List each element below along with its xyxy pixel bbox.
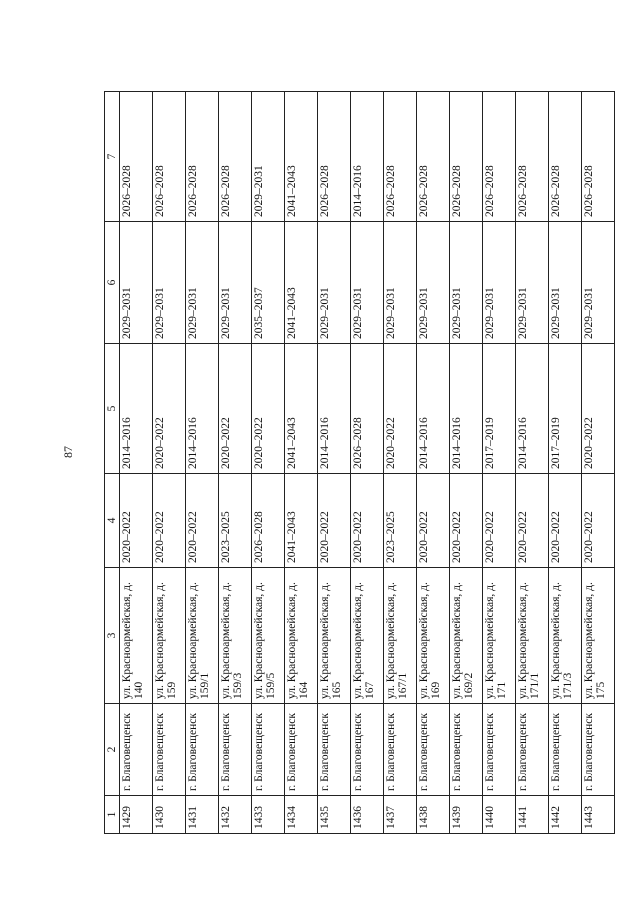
city-cell: г. Благовещенск [549,704,582,796]
address-cell: ул. Красноармейская, д. 171/3 [549,568,582,704]
column-header: 2 [105,704,120,796]
period-cell: 2026–2028 [351,344,384,474]
table-row [582,92,615,834]
period-cell: 2041–2043 [285,92,318,222]
address-cell: ул. Красноармейская, д. 169 [417,568,450,704]
period-cell: 2026–2028 [549,92,582,222]
period-cell: 2029–2031 [582,222,615,344]
period-cell: 2020–2022 [384,344,417,474]
table-row [483,92,516,834]
city-cell: г. Благовещенск [351,704,384,796]
period-cell: 2020–2022 [318,474,351,568]
period-cell: 2017–2019 [483,344,516,474]
address-cell: ул. Красноармейская, д. 164 [285,568,318,704]
period-cell: 2029–2031 [450,222,483,344]
address-cell: ул. Красноармейская, д. 175 [582,568,615,704]
city-cell: г. Благовещенск [252,704,285,796]
period-cell: 2026–2028 [450,92,483,222]
period-cell: 2026–2028 [186,92,219,222]
address-cell: ул. Красноармейская, д. 159/1 [186,568,219,704]
address-cell: ул. Красноармейская, д. 167/1 [384,568,417,704]
period-cell: 2026–2028 [516,92,549,222]
period-cell: 2023–2025 [384,474,417,568]
address-cell: ул. Красноармейская, д. 167 [351,568,384,704]
period-cell: 2041–2043 [285,344,318,474]
period-cell: 2026–2028 [120,92,153,222]
period-cell: 2029–2031 [219,222,252,344]
table-row [285,92,318,834]
period-cell: 2020–2022 [153,474,186,568]
table-row [450,92,483,834]
period-cell: 2035–2037 [252,222,285,344]
period-cell: 2029–2031 [417,222,450,344]
period-cell: 2041–2043 [285,222,318,344]
city-cell: г. Благовещенск [219,704,252,796]
column-header: 7 [105,92,120,222]
city-cell: г. Благовещенск [285,704,318,796]
row-number-cell: 1439 [450,796,483,834]
period-cell: 2029–2031 [483,222,516,344]
period-cell: 2026–2028 [219,92,252,222]
address-cell: ул. Красноармейская, д. 165 [318,568,351,704]
table-row [219,92,252,834]
table-row [186,92,219,834]
address-cell: ул. Красноармейская, д. 159/3 [219,568,252,704]
period-cell: 2029–2031 [549,222,582,344]
city-cell: г. Благовещенск [186,704,219,796]
period-cell: 2014–2016 [516,344,549,474]
period-cell: 2020–2022 [483,474,516,568]
period-cell: 2029–2031 [120,222,153,344]
address-cell: ул. Красноармейская, д. 171/1 [516,568,549,704]
table-row [351,92,384,834]
address-cell: ул. Красноармейская, д. 159/5 [252,568,285,704]
city-cell: г. Благовещенск [417,704,450,796]
period-cell: 2029–2031 [384,222,417,344]
column-header: 4 [105,474,120,568]
city-cell: г. Благовещенск [120,704,153,796]
city-cell: г. Благовещенск [516,704,549,796]
row-number-cell: 1442 [549,796,582,834]
table-row [153,92,186,834]
row-number-cell: 1430 [153,796,186,834]
period-cell: 2026–2028 [483,92,516,222]
row-number-cell: 1429 [120,796,153,834]
address-cell: ул. Красноармейская, д. 169/2 [450,568,483,704]
period-cell: 2026–2028 [582,92,615,222]
city-cell: г. Благовещенск [384,704,417,796]
period-cell: 2029–2031 [351,222,384,344]
row-number-cell: 1431 [186,796,219,834]
table-row [120,92,153,834]
period-cell: 2020–2022 [120,474,153,568]
column-header: 5 [105,344,120,474]
city-cell: г. Благовещенск [483,704,516,796]
header-row [105,92,120,834]
address-cell: ул. Красноармейская, д. 171 [483,568,516,704]
rotated-table-area [104,92,607,834]
period-cell: 2020–2022 [186,474,219,568]
row-number-cell: 1435 [318,796,351,834]
address-cell: ул. Красноармейская, д. 159 [153,568,186,704]
period-cell: 2026–2028 [384,92,417,222]
table-row [252,92,285,834]
period-cell: 2029–2031 [318,222,351,344]
column-header: 6 [105,222,120,344]
period-cell: 2020–2022 [582,474,615,568]
address-cell: ул. Красноармейская, д. 140 [120,568,153,704]
city-cell: г. Благовещенск [318,704,351,796]
row-number-cell: 1440 [483,796,516,834]
period-cell: 2029–2031 [186,222,219,344]
row-number-cell: 1438 [417,796,450,834]
period-cell: 2041–2043 [285,474,318,568]
period-cell: 2023–2025 [219,474,252,568]
row-number-cell: 1443 [582,796,615,834]
row-number-cell: 1436 [351,796,384,834]
column-header: 1 [105,796,120,834]
table-row [417,92,450,834]
period-cell: 2020–2022 [417,474,450,568]
row-number-cell: 1441 [516,796,549,834]
table-row [318,92,351,834]
period-cell: 2020–2022 [153,344,186,474]
period-cell: 2020–2022 [219,344,252,474]
period-cell: 2020–2022 [450,474,483,568]
period-cell: 2029–2031 [252,92,285,222]
period-cell: 2014–2016 [120,344,153,474]
table-body [120,92,615,834]
row-number-cell: 1432 [219,796,252,834]
period-cell: 2014–2016 [186,344,219,474]
period-cell: 2014–2016 [351,92,384,222]
row-number-cell: 1433 [252,796,285,834]
period-cell: 2026–2028 [318,92,351,222]
page-number: 87 [61,446,75,458]
period-cell: 2026–2028 [153,92,186,222]
period-cell: 2029–2031 [516,222,549,344]
period-cell: 2029–2031 [153,222,186,344]
city-cell: г. Благовещенск [153,704,186,796]
city-cell: г. Благовещенск [450,704,483,796]
period-cell: 2026–2028 [417,92,450,222]
table-row [384,92,417,834]
city-cell: г. Благовещенск [582,704,615,796]
period-cell: 2020–2022 [252,344,285,474]
period-cell: 2020–2022 [516,474,549,568]
period-cell: 2020–2022 [582,344,615,474]
table-row [549,92,582,834]
period-cell: 2026–2028 [252,474,285,568]
column-header: 3 [105,568,120,704]
row-number-cell: 1437 [384,796,417,834]
table-row [516,92,549,834]
schedule-table [104,91,615,834]
period-cell: 2014–2016 [450,344,483,474]
row-number-cell: 1434 [285,796,318,834]
period-cell: 2020–2022 [549,474,582,568]
period-cell: 2014–2016 [417,344,450,474]
period-cell: 2020–2022 [351,474,384,568]
period-cell: 2014–2016 [318,344,351,474]
period-cell: 2017–2019 [549,344,582,474]
